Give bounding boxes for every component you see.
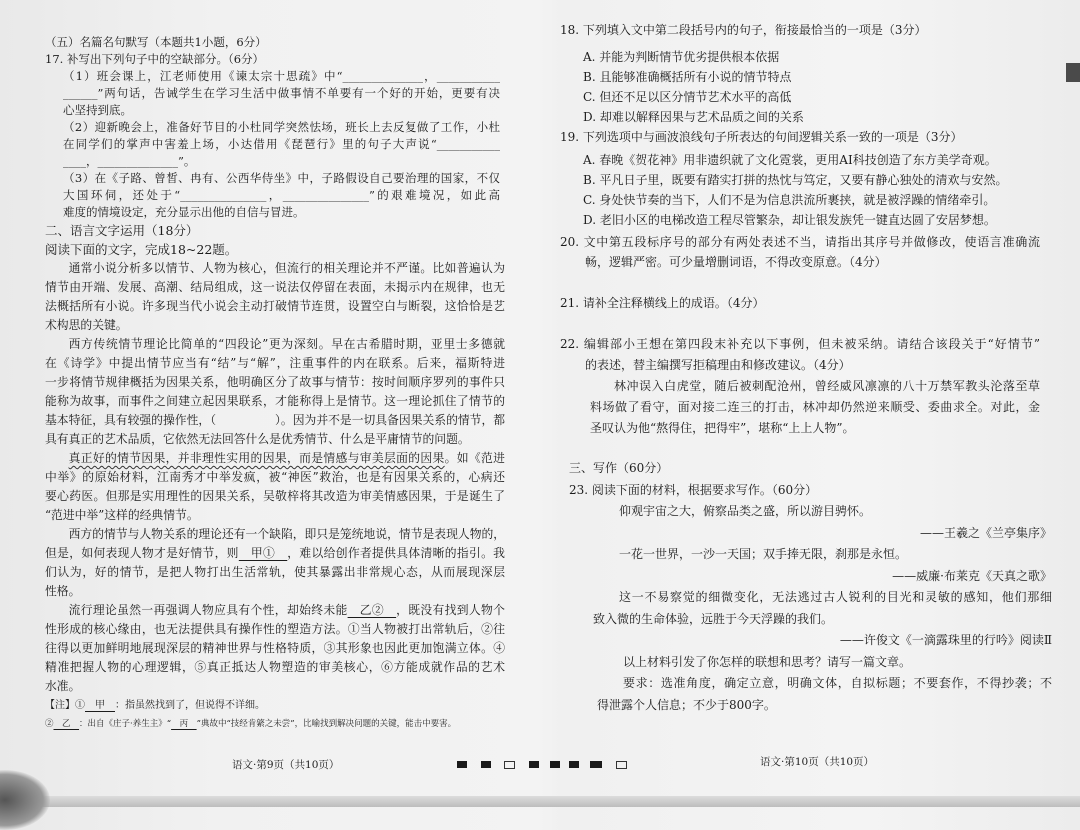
- left-page-section2: [45, 221, 505, 734]
- text-line: （五）名篇名句默写（本题共1小题，6分）: [45, 35, 267, 49]
- text-line: 畅，逻辑严密。可少量增删词语，不得改变原意。（4分）: [585, 255, 887, 269]
- text-line: 在《诗学》中提出情节应当有“结”与“解”，注重事件的内在联系。后来，福斯特进: [45, 356, 505, 370]
- scanner-bottom-edge: [0, 796, 1080, 807]
- text-line: ______”两句话，告诫学生在学习生活中做事情不单要有一个好的开始，更要有决: [63, 86, 500, 100]
- question-17-item-3: [45, 170, 500, 221]
- question-21: [560, 293, 1040, 313]
- question-17-item-2: [45, 119, 500, 170]
- text-line: B. 平凡日子里，既要有踏实打拼的热忱与笃定，又要有静心独处的清欢与安然。: [583, 173, 1008, 187]
- text-segment: 流行理论虽然一再强调人物应具有个性，却始终未能: [68, 603, 348, 617]
- text-line: 圣叹认为他“熬得住，把得牢”，堪称“上上人物”。: [590, 421, 855, 435]
- text-line: 要求：选准角度，确定立意，明确文体，自拟标题；不要套作，不得抄袭；不: [623, 676, 1052, 690]
- text-segment: 。如《范进: [444, 451, 505, 465]
- text-line: D. 却难以解释因果与艺术品质之间的关系: [583, 110, 804, 124]
- question-20: [560, 232, 1040, 272]
- question-22-stem: [560, 334, 1040, 376]
- footnote-1: [45, 696, 505, 715]
- text-line: 料场做了看守，面对接二连三的打击，林冲却仍然逆来顺受、委曲求全。对此，金: [590, 400, 1040, 414]
- wavy-underlined-sentence: 真正好的情节因果，并非理性实用的因果，而是情感与审美层面的因果: [68, 451, 445, 465]
- text-line: ——许俊文《一滴露珠里的行吟》阅读Ⅱ: [839, 633, 1052, 647]
- text-line: 22. 编辑部小王想在第四段末补充以下事例，但未被采纳。请结合该段关于“好情节”: [560, 337, 1040, 351]
- text-line: B. 且能够准确概括所有小说的情节特点: [583, 70, 792, 84]
- text-line: （3）在《子路、曾皙、冉有、公西华侍坐》中，子路假设自己要治理的国家，不仅: [63, 171, 500, 185]
- material-attribution-3: [569, 630, 1052, 652]
- text-line: 19. 下列选项中与画波浪线句子所表达的句间逻辑关系一致的一项是（3分）: [560, 130, 963, 144]
- material-quote-1: [569, 501, 1052, 523]
- scan-marker: [457, 761, 467, 768]
- text-line: 法概括所有小说。许多现当代小说会主动打破情节连贯，设置空白与断裂，这恰恰是艺: [45, 299, 505, 313]
- text-line: 心坚持到底。: [63, 103, 132, 117]
- passage-paragraph-4: [45, 525, 505, 601]
- text-line: 西方传统情节理论比简单的“四段论”更为深刻。早在古希腊时期，亚里士多德就: [68, 337, 505, 351]
- text-line: 一花一世界，一沙一天国；双手捧无限，刹那是永恒。: [619, 547, 908, 561]
- question-18: [560, 20, 1040, 127]
- question-17-title: [45, 51, 500, 68]
- scan-marker: [529, 761, 539, 768]
- text-line: （1）班会课上，江老师使用《谏太宗十思疏》中“______________，___________: [63, 69, 500, 83]
- labeled-blank: 乙: [53, 719, 80, 729]
- writing-requirements: [569, 673, 1052, 716]
- text-line: 性格。: [45, 584, 81, 598]
- text-line: 难度的情境设定，充分显示出他的自信与冒进。: [63, 205, 305, 219]
- text-line: 一步将情节规律概括为因果关系，他明确区分了故事与情节：按时间顺序罗列的事件只: [45, 375, 505, 389]
- text-line: 大国环伺，还处于“_______________，_______________”的艰难境况，如此高: [63, 188, 500, 202]
- passage-paragraph-2: [45, 335, 505, 449]
- material-attribution-1: [569, 523, 1052, 545]
- left-page-section5: [45, 34, 500, 221]
- text-line: 致入微的生命体验，远胜于今天浮躁的我们。: [593, 611, 834, 626]
- text-line: 仰观宇宙之大，俯察品类之盛，所以游目骋怀。: [619, 504, 872, 518]
- labeled-blank: 乙②: [347, 603, 397, 617]
- passage-paragraph-5: [45, 601, 505, 696]
- text-line: ____，______________”。: [63, 154, 196, 168]
- text-line: 西方的情节与人物关系的理论还有一个缺陷，即只是笼统地说，情节是表现人物的，: [68, 527, 506, 541]
- text-line: 23. 阅读下面的材料，根据要求写作。（60分）: [569, 482, 818, 497]
- text-line: 这一不易察觉的细微变化，无法逃过古人锐利的目光和灵敏的感知，他们那细: [619, 590, 1052, 604]
- question-22-example-passage: [560, 376, 1040, 439]
- material-quote-2: [569, 544, 1052, 566]
- text-line: A. 并能为判断情节优劣提供根本依据: [583, 50, 780, 64]
- text-line: [45, 601, 505, 620]
- text-line: [45, 696, 505, 715]
- text-segment: ：指虽然找到了，但说得不详细。: [115, 700, 265, 711]
- text-line: 往得以更加鲜明地展现深层的精神世界与性格特质，③其形象也因此更加饱满立体。④: [45, 641, 505, 655]
- page-footer-left: 语文·第9页（共10页）: [232, 759, 340, 771]
- text-line: [45, 544, 505, 563]
- text-line: （2）迎新晚会上，准备好节目的小杜同学突然怯场，班长上去反复做了工作，小杜: [63, 120, 500, 134]
- labeled-blank: 丙: [171, 719, 197, 729]
- text-line: 20. 文中第五段标序号的部分有两处表述不当，请指出其序号并做修改，使语言准确流: [560, 235, 1040, 249]
- text-line: 要心药医。但那是实用理性的因果关系，吴敬梓将其改造为审美情感因果，于是诞生了: [45, 489, 505, 503]
- text-line: 林冲误入白虎堂，随后被刺配沧州，曾经威风凛凛的八十万禁军教头沦落至草: [614, 379, 1040, 393]
- passage-paragraph-1: [45, 259, 505, 335]
- text-line: 基本特征，具有较强的操作性，（ ）。因为并不是一切具备因果关系的情节，都: [45, 413, 506, 427]
- text-line: A. 春晚《贺花神》用非遗织就了文化霓裳，更用AI科技创造了东方美学奇观。: [583, 153, 997, 167]
- scan-marker: [569, 761, 579, 768]
- question-23-stem: [569, 480, 1052, 502]
- text-line: 在同学们的掌声中害羞上场，小达借用《琵琶行》里的句子大声说“___________: [63, 137, 500, 151]
- question-22: [560, 334, 1040, 439]
- text-line: 二、语言文字运用（18分）: [45, 223, 199, 238]
- question-19-options: [560, 150, 1040, 230]
- text-line: 精准把握人物的心理逻辑，⑤真正抵达人物塑造的审美核心，⑥方能成就作品的艺术: [45, 660, 505, 674]
- text-line: 以上材料引发了你怎样的联想和思考？请写一篇文章。: [623, 654, 912, 669]
- question-18-stem: [560, 20, 1040, 40]
- left-page: [45, 34, 505, 734]
- text-line: 的表述，替主编撰写拒稿理由和修改建议。（4分）: [585, 358, 851, 372]
- text-line: ——威廉·布莱克《天真之歌》: [892, 568, 1052, 583]
- text-segment: ，既没有找到人物个: [396, 603, 505, 617]
- scan-marker: [504, 761, 515, 769]
- footnote-2: [45, 715, 505, 734]
- text-line: 21. 请补全注释横线上的成语。（4分）: [560, 296, 765, 310]
- text-segment: ：出自《庄子·养生主》“: [79, 719, 172, 729]
- text-segment: ②: [45, 719, 54, 729]
- writing-prompt: [569, 652, 1052, 674]
- text-line: 能称为故事，而事件之间建立起因果联系，才能称得上是情节。这一理论抓住了情节的: [45, 394, 505, 408]
- right-page: [560, 20, 1052, 716]
- text-line: “范进中举”这样的经典情节。: [45, 508, 199, 522]
- labeled-blank: 甲: [85, 700, 115, 711]
- text-line: 水准。: [45, 679, 81, 693]
- labeled-blank: 甲①: [238, 546, 288, 560]
- text-segment: ”典故中“技经肯綮之未尝”，比喻找到解决问题的关键，能击中要害。: [196, 719, 457, 729]
- section2-title: [45, 221, 505, 240]
- question-18-options: [560, 47, 1040, 127]
- text-line: 性形成的核心缘由，也无法提供具有操作性的塑造方法。①当人物被打出常轨后，②往: [45, 622, 505, 636]
- material-quote-3: [569, 587, 1052, 630]
- text-line: 术构思的关键。: [45, 318, 128, 332]
- material-attribution-2: [569, 566, 1052, 588]
- page-edge-tab: [1066, 63, 1080, 82]
- text-line: 中举》的原始材料，江南秀才中举发疯，被“神医”救治，也是有因果关系的，心病还: [45, 470, 505, 484]
- text-line: 18. 下列填入文中第二段括号内的句子，衔接最恰当的一项是（3分）: [560, 23, 927, 37]
- question-19-stem: [560, 127, 1040, 147]
- scan-marker: [616, 761, 627, 769]
- text-line: 阅读下面的文字，完成18~22题。: [45, 242, 238, 257]
- text-line: 具有真正的艺术品质，它依然无法回答什么是优秀情节、什么是平庸情节的问题。: [45, 432, 470, 446]
- scan-marker: [550, 761, 560, 768]
- text-line: ——王羲之《兰亭集序》: [919, 525, 1052, 540]
- scan-marker: [481, 761, 491, 768]
- text-line: 情节由开端、发展、高潮、结局组成，这一说法仅停留在表面，未揭示内在规律，也无: [45, 280, 505, 294]
- text-line: C. 身处快节奏的当下，人们不是为信息洪流所裹挟，就是被浮躁的情绪牵引。: [583, 193, 996, 207]
- text-line: [45, 715, 505, 734]
- text-segment: ，难以给创作者提供具体清晰的指引。我: [287, 546, 505, 560]
- writing-section: [569, 458, 1052, 716]
- reading-intro: [45, 240, 505, 259]
- page-footer-right: 语文·第10页（共10页）: [760, 756, 875, 768]
- question-17-item-1: [45, 68, 500, 119]
- text-line: D. 老旧小区的电梯改造工程尽管繁杂，却让银发族凭一键直达圆了安居梦想。: [583, 213, 996, 227]
- passage-paragraph-3: [45, 449, 505, 525]
- finger-shadow: [0, 770, 50, 830]
- section5-title: [45, 34, 500, 51]
- text-segment: 【注】①: [45, 700, 85, 711]
- text-line: 们认为，好的情节，是把人物打出生活常轨，使其暴露出非常规心态，从而展现深层: [45, 565, 505, 579]
- text-line: [45, 449, 505, 468]
- scan-marker: [590, 761, 602, 768]
- question-19: [560, 127, 1040, 230]
- text-line: 三、写作（60分）: [569, 461, 669, 475]
- text-line: 得泄露个人信息；不少于800字。: [597, 697, 776, 712]
- text-line: 通常小说分析多以情节、人物为核心，但流行的相关理论并不严谨。比如普遍认为: [68, 261, 505, 275]
- text-line: 17. 补写出下列句子中的空缺部分。（6分）: [45, 52, 265, 66]
- text-line: C. 但还不足以区分情节艺术水平的高低: [583, 90, 792, 104]
- text-segment: 但是，如何表现人物才是好情节，则: [45, 546, 239, 560]
- section3-title: [569, 458, 1052, 480]
